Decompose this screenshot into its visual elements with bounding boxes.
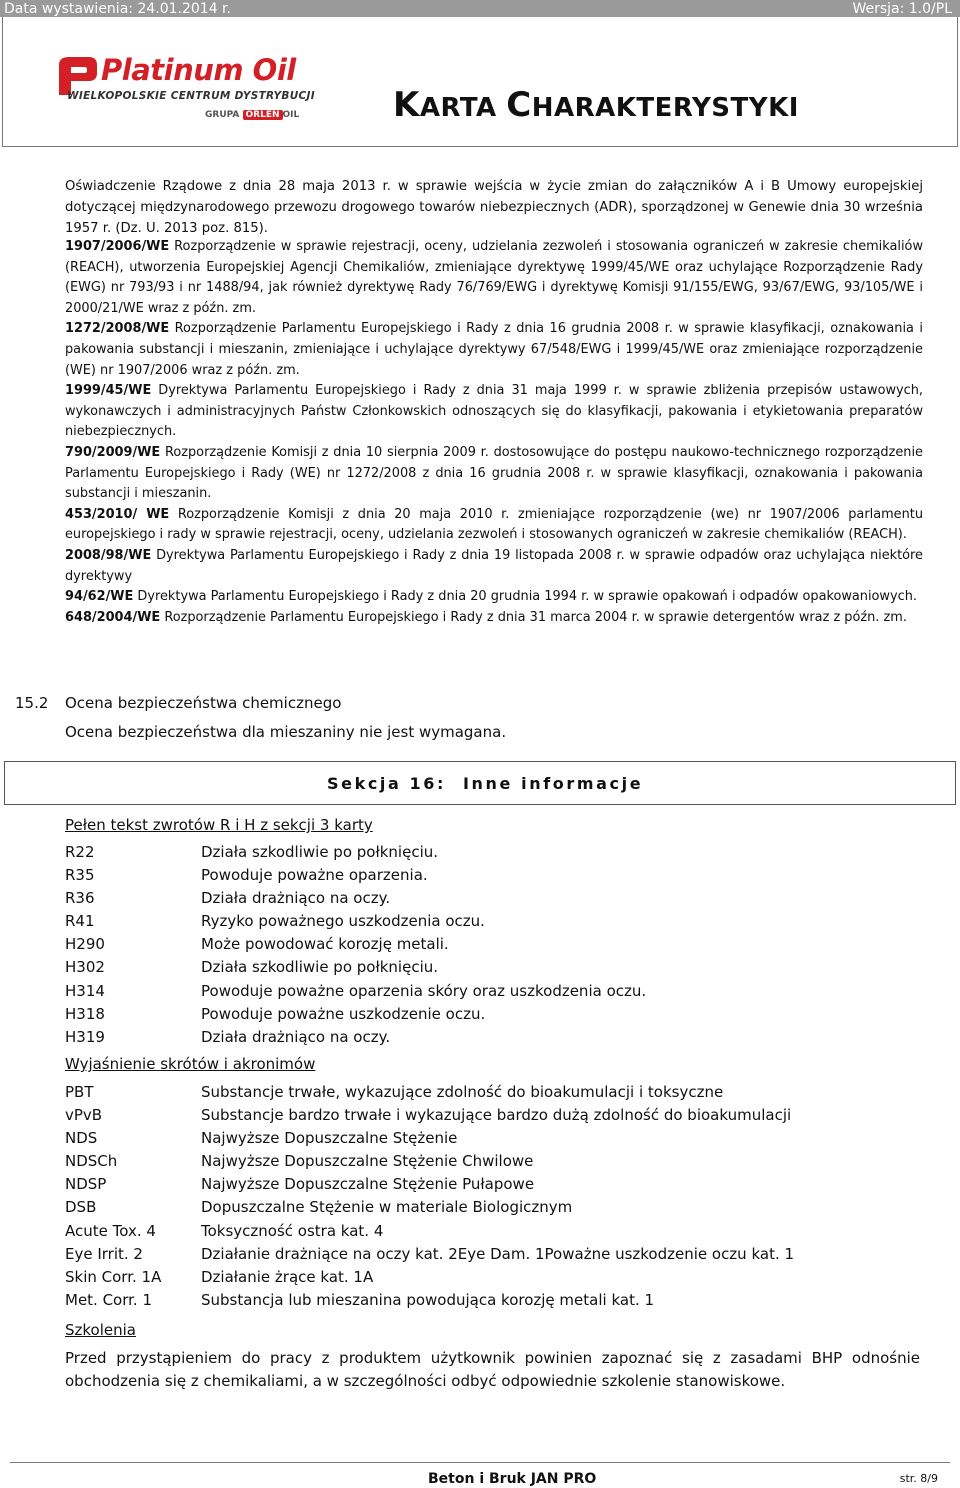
page-number: str. 8/9 — [899, 1472, 938, 1485]
regulation-text: Rozporządzenie Parlamentu Europejskiego i Rady z dnia 31 marca 2004 r. w sprawie detergentów wraz z późn. zm. — [160, 609, 907, 625]
phrase-text: Powoduje poważne oparzenia skóry oraz uszkodzenia oczu. — [201, 981, 647, 1000]
abbreviation-row — [65, 1081, 925, 1104]
regulation-code: 94/62/WE — [65, 589, 134, 605]
regulation-item — [65, 443, 923, 505]
abbreviation-text: Działanie żrące kat. 1A — [201, 1267, 374, 1286]
regulation-text: Dyrektywa Parlamentu Europejskiego i Rady z dnia 20 grudnia 1994 r. w sprawie opakowań i odpadów opakowaniowych. — [133, 589, 917, 605]
abbreviation-row — [65, 1266, 925, 1289]
phrase-row — [65, 956, 925, 979]
orlen-label: ORLEN — [243, 110, 283, 120]
abbreviations-heading: Wyjaśnienie skrótów i akronimów — [65, 1055, 316, 1073]
abbreviation-row — [65, 1173, 925, 1196]
platinum-oil-logo — [55, 55, 315, 139]
footer-divider — [10, 1462, 950, 1463]
abbreviation-code: Met. Corr. 1 — [65, 1290, 153, 1309]
phrase-text: Działa drażniąco na oczy. — [201, 889, 391, 908]
regulation-text: Rozporządzenie Komisji z dnia 20 maja 2010 r. zmieniające rozporządzenie (we) nr 1907/2006 parlamentu europejskiego i rady w sprawie rejestracji, oceny, udzielania zezwoleń i stosowanych ograniczeń w zakresie chemikaliów (REACH). — [65, 506, 923, 543]
phrase-row — [65, 933, 925, 956]
regulation-item — [65, 587, 923, 608]
phrase-text: Działa szkodliwie po połknięciu. — [201, 958, 439, 977]
phrase-code: R35 — [65, 866, 95, 885]
phrase-row — [65, 887, 925, 910]
abbreviation-code: Skin Corr. 1A — [65, 1267, 162, 1286]
chemical-safety-text: Ocena bezpieczeństwa dla mieszaniny nie jest wymagana. — [65, 723, 507, 741]
regulation-item — [65, 237, 923, 319]
section-15-2-heading — [15, 694, 341, 712]
phrase-code: H318 — [65, 1004, 105, 1023]
phrase-row — [65, 910, 925, 933]
regulation-code: 1907/2006/WE — [65, 239, 170, 254]
phrase-code: H319 — [65, 1027, 105, 1046]
title-initial-k: K — [393, 85, 420, 125]
regulation-text: Rozporządzenie w sprawie rejestracji, oceny, udzielania zezwoleń i stosowania ograniczeń w zakresie chemikaliów (REACH), utworzenia Europejskiej Agencji Chemikaliów, zmieniające dyrektywę 1999/45/WE oraz uchylające Rozporządzenie Rady (EWG) nr 793/93 i nr 1488/94, jak również dyrektywę Rady 76/769/EWG i dyrektywę Komisji 91/155/EWG, 93/67/EWG, 93/105/WE i 2000/21/WE wraz z późn. zm. — [65, 239, 923, 316]
abbreviation-code: vPvB — [65, 1106, 103, 1125]
regulation-code: 2008/98/WE — [65, 547, 152, 563]
abbreviation-text: Działanie drażniące na oczy kat. 2Eye Dam. 1Poważne uszkodzenie oczu kat. 1 — [201, 1244, 795, 1263]
training-heading: Szkolenia — [65, 1321, 136, 1339]
abbreviation-code: PBT — [65, 1083, 94, 1101]
phrase-row — [65, 980, 925, 1003]
regulation-item — [65, 505, 923, 546]
abbreviation-text: Substancje bardzo trwałe i wykazujące bardzo dużą zdolność do bioakumulacji — [201, 1106, 792, 1125]
abbreviation-code: Eye Irrit. 2 — [65, 1244, 143, 1263]
regulation-text: Dyrektywa Parlamentu Europejskiego i Rady z dnia 19 listopada 2008 r. w sprawie odpadów oraz uchylająca niektóre dyrektywy — [65, 547, 923, 584]
phrases-heading: Pełen tekst zwrotów R i H z sekcji 3 karty — [65, 816, 373, 834]
regulation-item — [65, 381, 923, 443]
brand-subtitle: WIELKOPOLSKIE CENTRUM DYSTRYBUCJI — [67, 90, 315, 102]
section-16-label: Sekcja 16: — [327, 774, 447, 793]
phrase-text: Powoduje poważne uszkodzenie oczu. — [201, 1004, 486, 1023]
abbreviation-row — [65, 1104, 925, 1127]
document-title — [393, 85, 799, 125]
abbreviation-row — [65, 1289, 925, 1312]
oil-label: OIL — [282, 110, 300, 120]
phrase-text: Działa szkodliwie po połknięciu. — [201, 843, 439, 861]
phrase-text: Działa drażniąco na oczy. — [201, 1027, 391, 1046]
phrase-code: H314 — [65, 981, 105, 1000]
phrase-text: Powoduje poważne oparzenia. — [201, 866, 428, 885]
section-title: Ocena bezpieczeństwa chemicznego — [65, 694, 342, 712]
document-header — [2, 17, 958, 147]
grupa-orlen-badge — [205, 110, 299, 120]
regulation-text: Rozporządzenie Parlamentu Europejskiego i Rady z dnia 16 grudnia 2008 r. w sprawie klasyfikacji, oznakowania i pakowania substancji i mieszanin, zmieniające i uchylające dyrektywy 67/548/EWG i 1999/45/WE oraz zmieniające rozporządzenie (WE) nr 1907/2006 wraz z późn. zm. — [65, 321, 923, 378]
regulation-text: Rozporządzenie Komisji z dnia 10 sierpnia 2009 r. dostosowujące do postępu naukowo-technicznego rozporządzenie Parlamentu Europejskiego i Rady (WE) nr 1272/2008 z dnia 16 grudnia 2008 r. w sprawie klasyfikacji, oznakowania i pakowania substancji i mieszanin. — [65, 444, 923, 502]
section-16-header — [4, 761, 956, 805]
abbreviation-text: Najwyższe Dopuszczalne Stężenie — [201, 1129, 458, 1148]
abbreviation-text: Substancja lub mieszanina powodująca korozję metali kat. 1 — [201, 1290, 655, 1309]
abbreviation-code: NDS — [65, 1129, 98, 1148]
regulation-code: 648/2004/WE — [65, 609, 161, 625]
abbreviation-row — [65, 1127, 925, 1150]
regulation-code: 453/2010/ WE — [65, 506, 170, 522]
section-16-title: Inne informacje — [463, 774, 644, 793]
regulation-code: 1999/45/WE — [65, 383, 152, 399]
abbreviation-code: DSB — [65, 1198, 97, 1217]
brand-name: Platinum Oil — [101, 53, 296, 87]
section-number: 15.2 — [15, 694, 49, 712]
abbreviation-text: Dopuszczalne Stężenie w materiale Biologicznym — [201, 1198, 573, 1217]
abbreviation-text: Substancje trwałe, wykazujące zdolność do bioakumulacji i toksyczne — [201, 1083, 724, 1101]
phrase-row — [65, 1003, 925, 1026]
abbreviation-text: Najwyższe Dopuszczalne Stężenie Chwilowe — [201, 1152, 534, 1171]
title-part-arta: ARTA — [419, 93, 507, 123]
training-text: Przed przystąpieniem do pracy z produktem użytkownik powinien zapoznać się z zasadami BHP odnośnie obchodzenia się z chemikaliami, a w szczególności odbyć odpowiednie szkolenie stanowiskowe. — [65, 1349, 920, 1390]
phrases-list — [65, 841, 925, 1049]
phrase-row — [65, 864, 925, 887]
regulation-code: 790/2009/WE — [65, 444, 161, 460]
abbreviation-row — [65, 1243, 925, 1266]
phrase-code: R22 — [65, 843, 95, 861]
phrase-code: H290 — [65, 935, 105, 954]
abbreviation-code: NDSCh — [65, 1152, 118, 1171]
version: Wersja: 1.0/PL — [852, 1, 952, 17]
abbreviation-row — [65, 1220, 925, 1243]
phrase-row — [65, 1026, 925, 1049]
phrase-code: R41 — [65, 912, 95, 931]
abbreviation-code: Acute Tox. 4 — [65, 1221, 156, 1240]
regulation-item — [65, 608, 923, 629]
regulation-intro: Oświadczenie Rządowe z dnia 28 maja 2013 r. w sprawie wejścia w życie zmian do załączników A i B Umowy europejskiej dotyczącej międzynarodowego przewozu drogowego towarów niebezpiecznych (ADR), sporządzonej w Genewie dnia 30 września 1957 r. (Dz. U. 2013 poz. 815). — [65, 179, 923, 236]
abbreviation-row — [65, 1196, 925, 1219]
issue-date: Data wystawienia: 24.01.2014 r. — [4, 1, 231, 17]
grupa-label: GRUPA — [205, 110, 240, 120]
phrase-text: Ryzyko poważnego uszkodzenia oczu. — [201, 912, 485, 931]
top-bar — [0, 0, 960, 17]
phrase-code: R36 — [65, 889, 95, 908]
title-part-rest: HARAKTERYSTYKI — [531, 93, 799, 123]
abbreviation-row — [65, 1150, 925, 1173]
phrase-row — [65, 841, 925, 864]
title-initial-c: C — [506, 85, 532, 125]
abbreviation-text: Toksyczność ostra kat. 4 — [201, 1221, 384, 1240]
abbreviation-code: NDSP — [65, 1175, 107, 1194]
regulation-text: Dyrektywa Parlamentu Europejskiego i Rady z dnia 31 maja 1999 r. w sprawie zbliżenia przepisów ustawowych, wykonawczych i administracyjnych Państw Członkowskich odnoszących się do klasyfikacji, pakowania i etykietowania preparatów niebezpiecznych. — [65, 383, 923, 440]
regulations-list — [65, 237, 923, 628]
regulation-item — [65, 546, 923, 587]
abbreviations-list — [65, 1081, 925, 1312]
phrase-text: Może powodować korozję metali. — [201, 935, 449, 954]
regulation-code: 1272/2008/WE — [65, 321, 170, 337]
footer-product: Beton i Bruk JAN PRO — [428, 1471, 597, 1487]
phrase-code: H302 — [65, 958, 105, 977]
regulation-item — [65, 319, 923, 381]
abbreviation-text: Najwyższe Dopuszczalne Stężenie Pułapowe — [201, 1175, 535, 1194]
